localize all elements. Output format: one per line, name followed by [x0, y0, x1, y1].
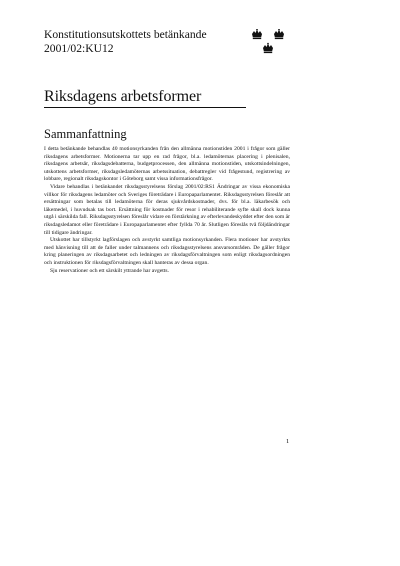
summary-paragraph: Sju reservationer och ett särskilt yttrande har avgetts. [50, 267, 169, 274]
summary-paragraph: Vidare behandlas i betänkandet riksdagsstyrelsens förslag 2001/02:RS1 Ändringar av vissa ekonomiska villkor för riksdagens ledamöter och Sveriges företrädare i Europaparlamentet. Riksdagsstyrelsen föreslår att ersättningar som betalas till ledamöterna för deras sjukvårdskostnader, dvs. för bl.a. läkarbesök och läkemedel, i huvudsak tas bort. Ersättning för kostnader för resor i rehabiliterande syfte skall dock kunna utgå i särskilda fall. Riksdagsstyrelsen föreslår vidare en förstärkning av efterlevandeskyddet efter den som är riksdagsledamot eller företrädare i Europaparlamentet efter fyllda 70 år. Slutligen föreslås två följdändringar till tidigare ändringar. [44, 183, 290, 236]
report-number: 2001/02:KU12 [44, 42, 114, 55]
section-heading: Sammanfattning [44, 127, 127, 141]
summary-paragraph: I detta betänkande behandlas 40 motionsyrkanden från den allmänna motionstiden 2001 i frågor som gäller riksdagens arbetsformer. Motionerna tar upp en rad frågor, bl.a. ledamöternas placering i plenisalen, riksdagens arbetsår, riksdagsdebatterna, budgetprocessen, den allmänna motionstiden, utskottsindelningen, utskottens arbetsformer, riksdagsledamöternas arbetssituation, debattregler vid frågestund, registrering av lobbare, regionalt riksdagskontor i Göteborg samt vissa informationsfrågor. [44, 146, 290, 183]
committee-report-name: Konstitutionsutskottets betänkande [44, 28, 207, 41]
summary-text [44, 146, 290, 275]
page-number: 1 [286, 438, 290, 445]
summary-paragraph: Utskottet har tillstyrkt lagförslagen och avstyrkt samtliga motionsyrkanden. Flera motioner har avstyrkts med hänvisning till att de faller under talmannens och riksdagsstyrelsens ansvarsområden. De gäller frågor kring planeringen av riksdagsarbetet och ledningen av riksdagsförvaltningen som enligt riksdagsordningen och instruktionen för riksdagsförvaltningen skall hanteras av dessa organ. [44, 237, 290, 266]
three-crowns-icon [252, 29, 286, 59]
document-title: Riksdagens arbetsformer [44, 88, 202, 105]
title-divider [44, 107, 246, 108]
